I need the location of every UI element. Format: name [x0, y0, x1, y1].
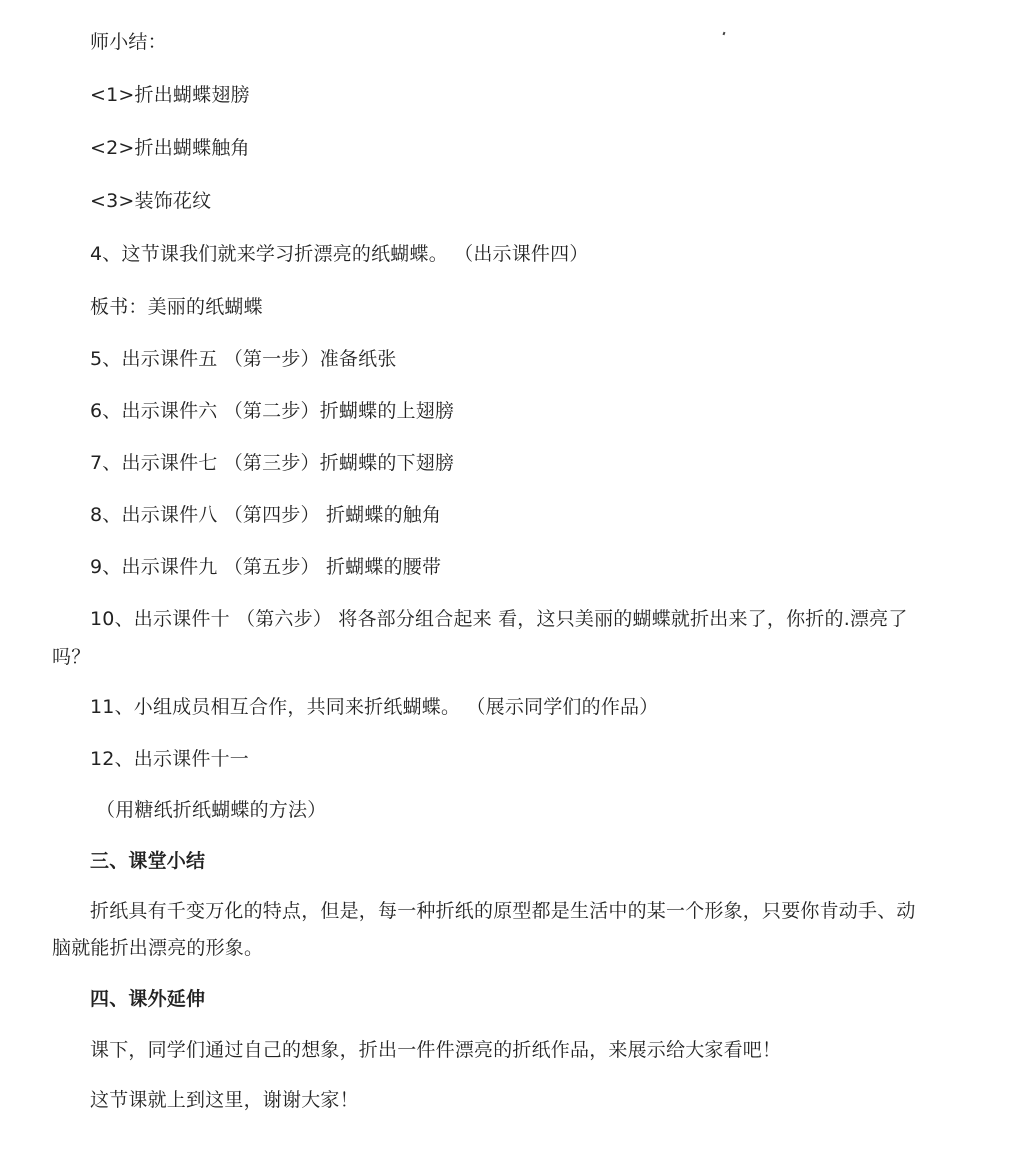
step-10: 10、出示课件十 （第六步） 将各部分组合起来 看，这只美丽的蝴蝶就折出来了，你折的.漂亮了: [90, 608, 908, 630]
section-extension-heading: 四、课外延伸: [90, 988, 206, 1010]
class-summary-text-continued: 脑就能折出漂亮的形象。: [52, 937, 264, 959]
step-12: 12、出示课件十一: [90, 748, 249, 770]
step-6: 6、出示课件六 （第二步）折蝴蝶的上翅膀: [90, 400, 455, 422]
step-4: 4、这节课我们就来学习折漂亮的纸蝴蝶。 （出示课件四）: [90, 243, 589, 265]
summary-item-1: <1>折出蝴蝶翅膀: [90, 84, 250, 106]
step-9: 9、出示课件九 （第五步） 折蝴蝶的腰带: [90, 556, 442, 578]
step-5: 5、出示课件五 （第一步）准备纸张: [90, 348, 397, 370]
summary-item-3: <3>装饰花纹: [90, 190, 212, 212]
extension-text: 课下，同学们通过自己的想象，折出一件件漂亮的折纸作品，来展示给大家看吧！: [90, 1039, 782, 1061]
step-7: 7、出示课件七 （第三步）折蝴蝶的下翅膀: [90, 452, 455, 474]
teacher-summary-heading: 师小结：: [90, 31, 167, 53]
class-summary-text: 折纸具有千变万化的特点，但是，每一种折纸的原型都是生活中的某一个形象，只要你肯动手、动: [90, 900, 916, 922]
step-8: 8、出示课件八 （第四步） 折蝴蝶的触角: [90, 504, 442, 526]
summary-item-2: <2>折出蝴蝶触角: [90, 137, 250, 159]
step-11: 11、小组成员相互合作，共同来折纸蝴蝶。 （展示同学们的作品）: [90, 696, 659, 718]
closing-remark: 这节课就上到这里，谢谢大家！: [90, 1089, 359, 1111]
board-note: 板书：美丽的纸蝴蝶: [90, 296, 263, 318]
step-12-note: （用糖纸折纸蝴蝶的方法）: [96, 799, 327, 821]
step-10-continued: 吗？: [52, 646, 91, 668]
section-class-summary-heading: 三、课堂小结: [90, 850, 206, 872]
stray-mark: [723, 32, 726, 36]
